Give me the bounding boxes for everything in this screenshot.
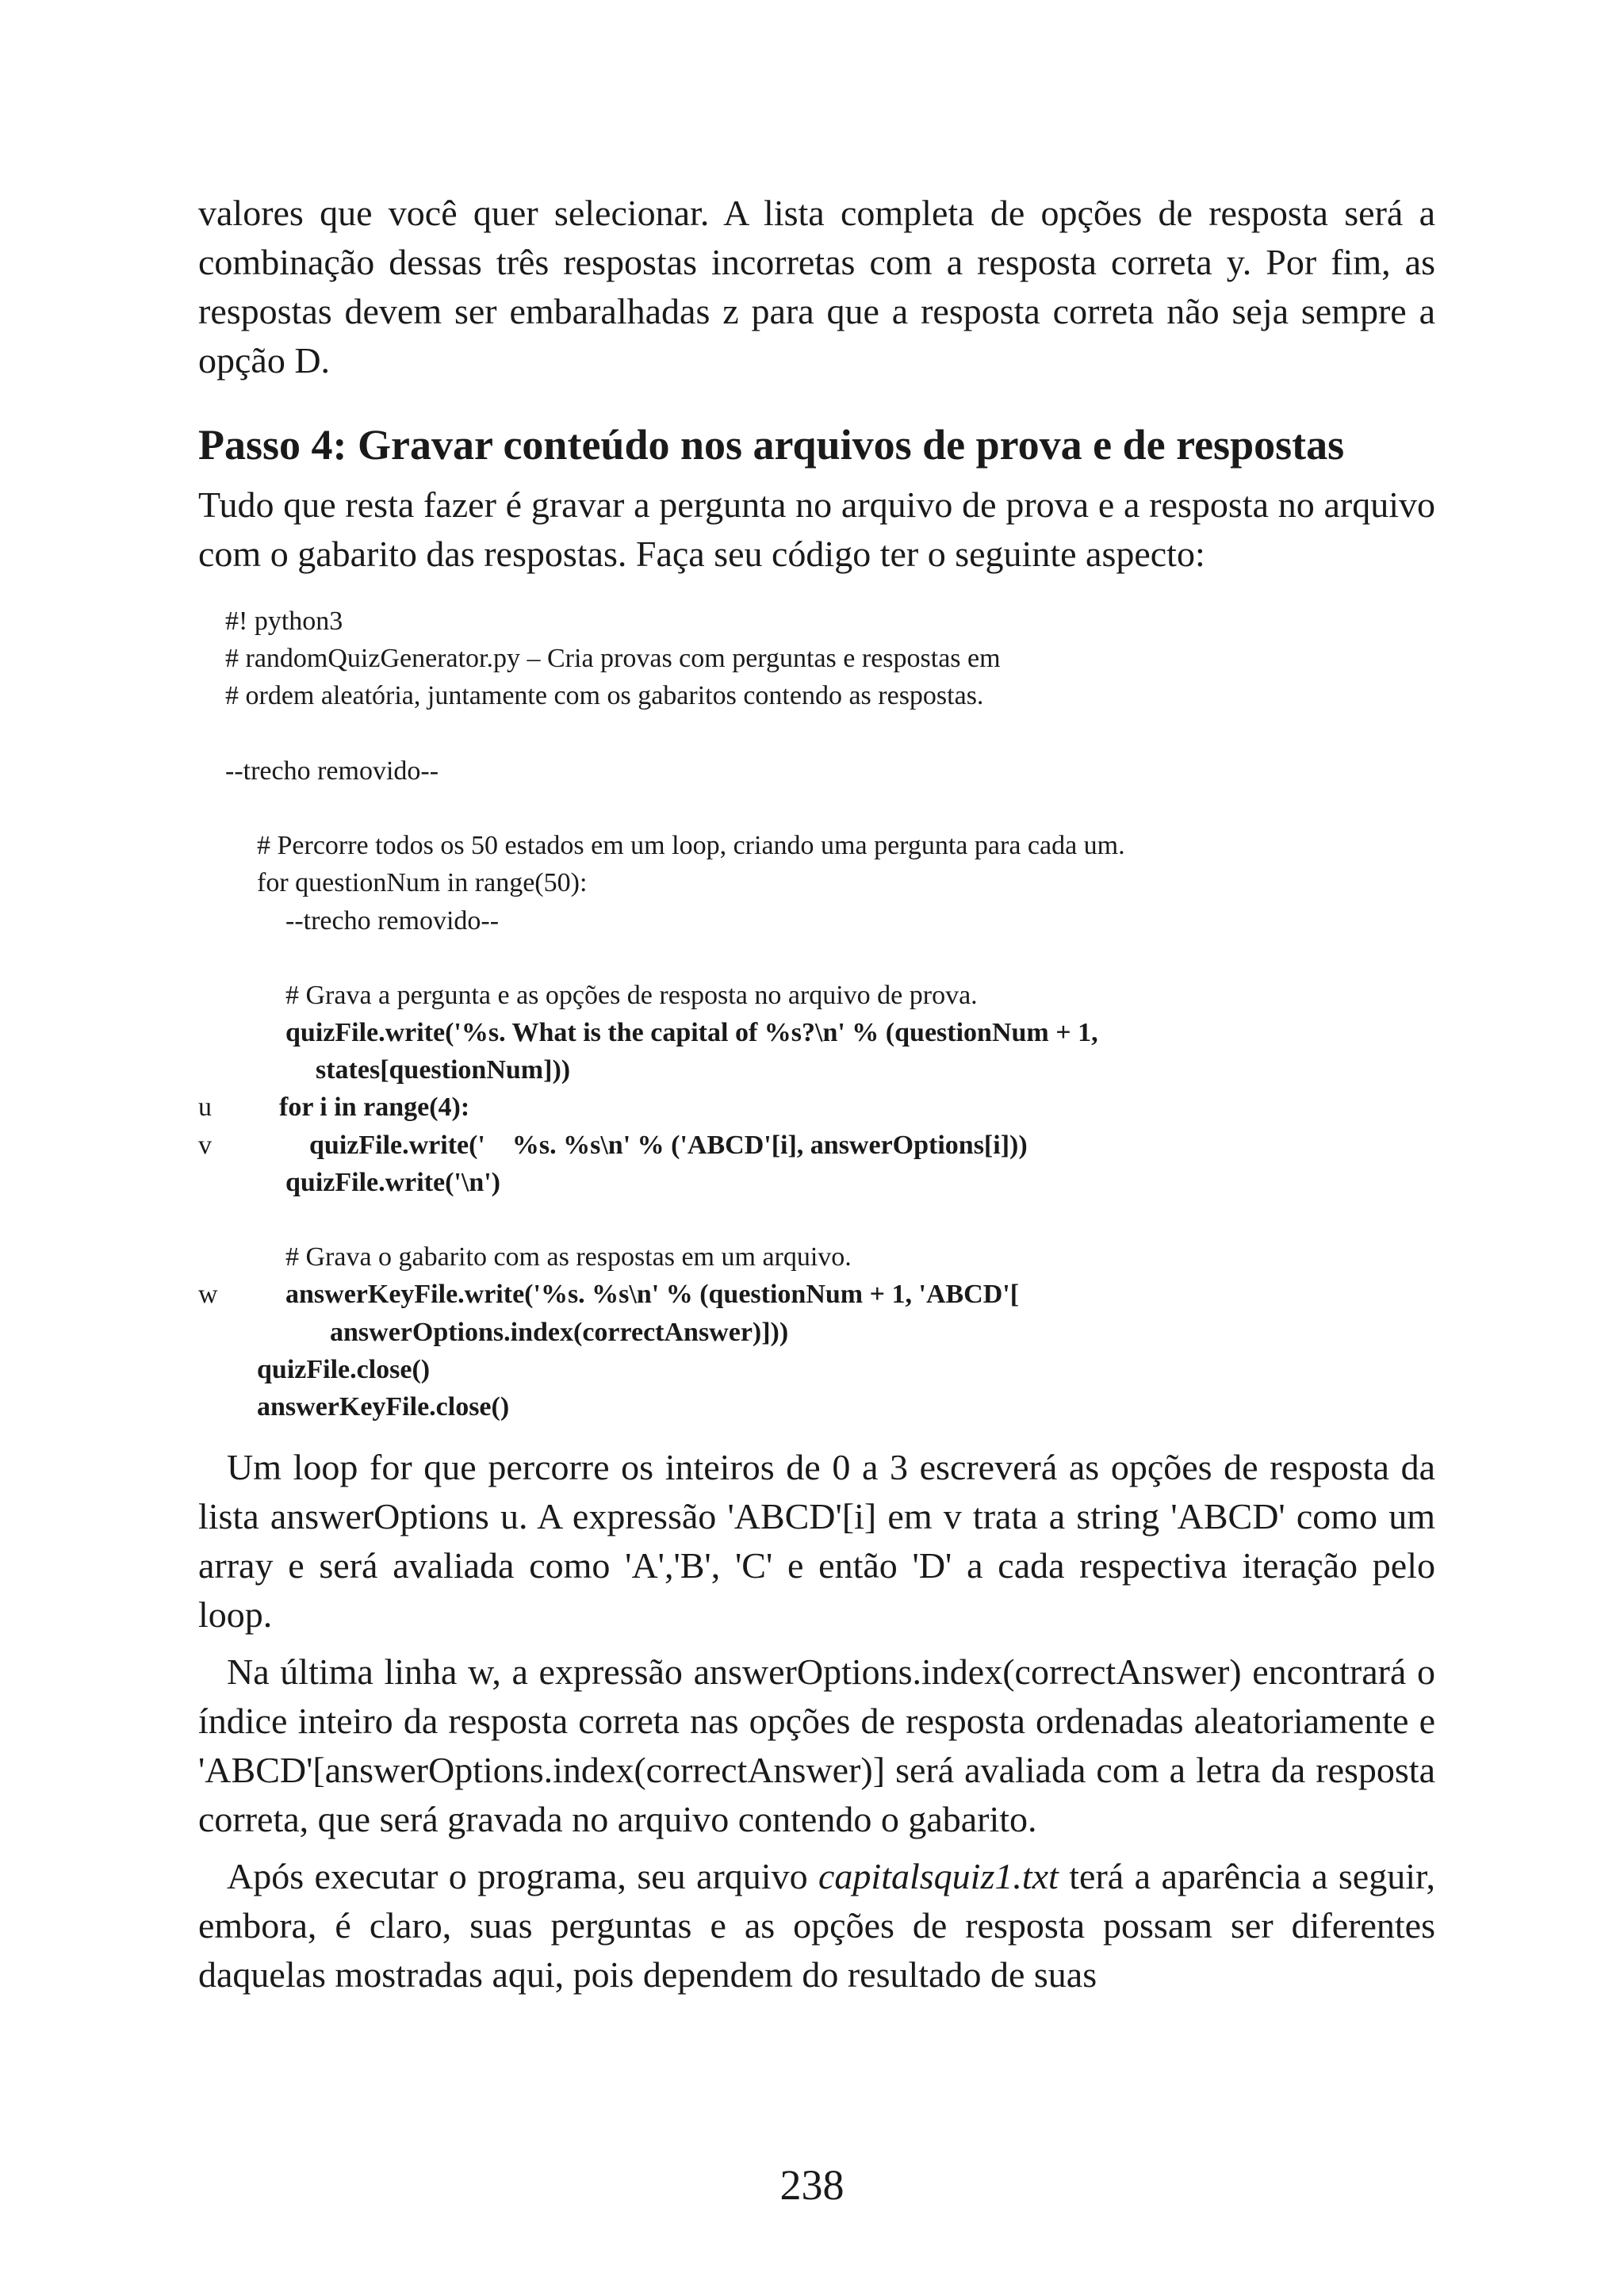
paragraph-after-heading: Tudo que resta fazer é gravar a pergunta no arquivo de prova e a resposta no arquivo com o gabarito das respostas. Faça seu código ter o seguinte aspecto: <box>198 484 1435 574</box>
code-line: # ordem aleatória, juntamente com os gabaritos contendo as respostas. <box>225 681 984 711</box>
code-line: quizFile.write('\n') <box>285 1167 501 1197</box>
code-line: # Grava a pergunta e as opções de resposta no arquivo de prova. <box>285 980 978 1010</box>
code-line: #! python3 <box>225 607 343 636</box>
section-heading: Passo 4: Gravar conteúdo nos arquivos de prova e de respostas <box>198 421 1345 469</box>
callout-marker-u: u <box>198 1093 212 1123</box>
paragraph-after-run: Após executar o programa, seu arquivo capitalsquiz1.txt terá a aparência a seguir, embora, é claro, suas perguntas e as opções de resposta possam ser diferentes daquelas mostradas aqui, pois dependem do resultado de suas <box>198 1856 1435 1996</box>
code-blank-line <box>198 790 1435 827</box>
code-line: --trecho removido-- <box>225 756 439 786</box>
code-listing <box>198 603 1435 1425</box>
page-body <box>198 189 1435 1999</box>
code-blank-line <box>198 715 1435 752</box>
callout-marker-v: v <box>198 1130 212 1160</box>
code-line: states[questionNum])) <box>316 1055 571 1085</box>
code-line: # Percorre todos os 50 estados em um loop, criando uma pergunta para cada um. <box>257 831 1125 861</box>
code-line: # randomQuizGenerator.py – Cria provas com perguntas e respostas em <box>225 644 1001 674</box>
code-line: w answerKeyFile.write('%s. %s\n' % (questionNum + 1, 'ABCD'[ <box>198 1276 1435 1313</box>
code-line: u for i in range(4): <box>198 1089 1435 1126</box>
code-line: # Grava o gabarito com as respostas em um arquivo. <box>285 1242 852 1272</box>
code-line: quizFile.close() <box>257 1354 431 1384</box>
intro-paragraph: valores que você quer selecionar. A lista completa de opções de resposta será a combinação dessas três respostas incorretas com a resposta correta y. Por fim, as respostas devem ser embaralhadas z para que a resposta correta não seja sempre a opção D. <box>198 193 1435 381</box>
code-line: --trecho removido-- <box>285 905 500 936</box>
code-blank-line <box>198 1201 1435 1238</box>
code-blank-line <box>198 939 1435 977</box>
code-line: quizFile.write('%s. What is the capital of %s?\n' % (questionNum + 1, <box>285 1018 1098 1048</box>
paragraph-loop: Um loop for que percorre os inteiros de 0 a 3 escreverá as opções de resposta da lista answerOptions u. A expressão 'ABCD'[i] em v trata a string 'ABCD' como um array e será avaliada como 'A','B', 'C' e então 'D' a cada respectiva iteração pelo loop. <box>198 1447 1435 1636</box>
code-line: answerOptions.index(correctAnswer)])) <box>330 1317 789 1347</box>
page-number: 238 <box>779 2161 845 2209</box>
code-line: for questionNum in range(50): <box>257 868 588 898</box>
filename: capitalsquiz1.txt <box>818 1856 1059 1897</box>
callout-marker-w: w <box>198 1280 218 1310</box>
code-line: v quizFile.write(' %s. %s\n' % ('ABCD'[i], answerOptions[i])) <box>198 1127 1435 1164</box>
paragraph-last-line: Na última linha w, a expressão answerOptions.index(correctAnswer) encontrará o índice inteiro da resposta correta nas opções de resposta ordenadas aleatoriamente e 'ABCD'[answerOptions.index(correctAnswer)] será avaliada com a letra da resposta correta, que será gravada no arquivo contendo o gabarito. <box>198 1651 1435 1840</box>
code-line: answerKeyFile.close() <box>257 1391 510 1422</box>
